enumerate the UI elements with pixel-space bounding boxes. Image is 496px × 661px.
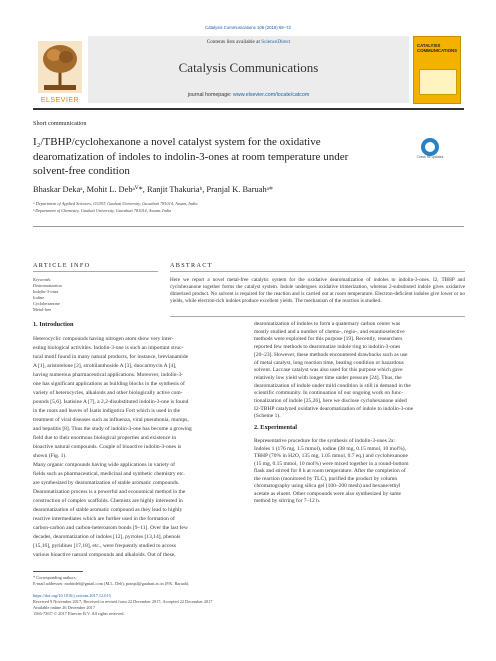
- body-text-line: variety of heterocycles, alkaloids and other biologically active com-: [33, 390, 183, 396]
- body-text-line: in the roots and leaves of Isatis indigotica Fort which is used in the: [33, 408, 181, 414]
- keyword[interactable]: Iodine: [33, 295, 44, 300]
- body-text-line: solvent. Laccase catalyst was also used for this purpose which gave: [254, 367, 403, 374]
- sciencedirect-link[interactable]: ScienceDirect: [261, 39, 291, 45]
- body-text-line: treatment of viral diseases such as influenza, viral pneumonia, mumps,: [33, 417, 189, 423]
- body-text-line: Heterocyclic compounds having nitrogen atom show very inter-: [33, 336, 174, 342]
- elsevier-tree-logo: [34, 37, 86, 105]
- keyword[interactable]: Dearomatization: [33, 283, 62, 288]
- body-text-line: having numerous pharmaceutical applications. Moreover, indolin-3-: [33, 372, 183, 378]
- abstract-heading: ABSTRACT: [170, 262, 213, 269]
- body-text-line: shown (Fig. 1).: [33, 453, 67, 459]
- body-text-line: A [1], aristotelone [2], strobilanthoside A [3], duocarmycin A [4],: [33, 363, 177, 369]
- journal-citation[interactable]: Catalysis Communications 106 (2018) 68–72: [205, 25, 291, 30]
- body-text-line: mostly studied and a number of chemo-, regio-, and enantioselective: [254, 328, 405, 335]
- footnote-divider: [33, 571, 83, 572]
- keywords-label: Keywords:: [33, 277, 52, 282]
- abstract-bottom-divider: [170, 316, 465, 317]
- body-text-line: Many organic compounds having wide applications in variety of: [33, 462, 175, 468]
- title-line: solvent-free condition: [33, 165, 130, 177]
- body-text-line: Dearomatization process is a powerful and economical method in the: [33, 489, 186, 495]
- body-text-line: esting biological activities. Indolin-3-one is such an important struc-: [33, 345, 184, 351]
- received-dates: Received 9 November 2017; Received in revised form 22 December 2017; Accepted 22 December 2017: [33, 599, 213, 604]
- email-note[interactable]: E-mail addresses: mohitdeb@gmail.com (M.L. Deb), pranjal@gauhati.ac.in (P.K. Baruah).: [33, 581, 190, 586]
- article-info-heading: ARTICLE INFO: [33, 262, 91, 269]
- body-text-line: bioactive natural compounds. Couple of bioactive indolin-3-ones is: [33, 444, 182, 450]
- body-text-line: various bioactive natural compounds and alkaloids. Out of these,: [33, 552, 176, 558]
- body-text-line: dearomatization of indole under mild condition is still in demand in the: [254, 382, 411, 389]
- online-date: Available online 26 December 2017: [33, 605, 95, 610]
- info-divider: [33, 271, 158, 272]
- journal-cover[interactable]: [413, 36, 461, 104]
- body-text-line: relatively low yield with longer time under pressure [24]. Thus, the: [254, 374, 402, 381]
- body-text-line: one has significant applications as building blocks in the synthesis of: [33, 381, 185, 387]
- homepage-link[interactable]: www.elsevier.com/locate/catcom: [233, 92, 310, 98]
- check-for-updates-icon[interactable]: [421, 138, 439, 156]
- doi-link[interactable]: [33, 593, 111, 598]
- author-list: Bhaskar Dekaᵃ, Mohit L. Debᵃⱽ*, Ranjit Thakuriaᵇ, Pranjal K. Baruahᵃ*: [33, 185, 274, 194]
- body-text-line: Representative procedure for the synthesis of indolin-3-ones 2a:: [254, 438, 395, 444]
- body-text-line: I2-TBHP catalyzed oxidative dearomatization of indole to indolin-3-one: [254, 405, 414, 412]
- body-text-line: reported few methods to dearomatize indole ring to indolin-3-ones: [254, 344, 401, 351]
- article-title: [33, 135, 408, 179]
- badge-inner: [425, 142, 435, 152]
- body-text-line: Indoles 1 (176 mg, 1.5 mmol), iodine (38 mg, 0.15 mmol, 10 mol%),: [254, 445, 407, 452]
- body-text-line: flask and stirred for 8 h at room temperature. After the completion of: [254, 468, 406, 474]
- body-text-line: reactive intermediates which are further used in the formation of: [33, 516, 175, 522]
- journal-title: Catalysis Communications: [178, 60, 319, 75]
- homepage-prefix: journal homepage:: [187, 92, 234, 98]
- title-line: dearomatization of indoles to indolin-3-ones at room temperature under: [33, 150, 349, 163]
- cover-image-block: [419, 69, 457, 95]
- doi-anchor[interactable]: https://doi.org/10.1016/j.catcom.2017.12.015: [33, 593, 111, 598]
- contents-prefix: Contents lists available at: [206, 39, 262, 45]
- journal-homepage: [88, 92, 409, 98]
- experimental-heading: 2. Experimental: [254, 424, 298, 431]
- body-text-line: carbon-carbon and carbon-heteroatom bonds [9–11]. Over the last few: [33, 525, 188, 531]
- abstract-divider: [170, 271, 465, 272]
- keyword[interactable]: Metal-free: [33, 307, 52, 312]
- body-text-line: [15,16], pyridines [17,18], etc., were frequently studied to access: [33, 543, 176, 549]
- title-line: I₂/TBHP/cyclohexanone a novel catalyst system for the oxidative: [33, 136, 321, 148]
- body-text-line: the reaction (monitored by TLC), purified the product by column: [254, 475, 398, 482]
- body-text-line: methods were exploited for this purpose [19]. Recently, researchers: [254, 336, 403, 343]
- body-text-line: chromatography using silica gel (100–200 mesh) and hexane/ethyl: [254, 483, 401, 489]
- body-text-line: and hepatitis [8]. Thus the study of indolin-3-one has become a growing: [33, 426, 192, 432]
- left-column: [33, 336, 243, 556]
- author-divider: [33, 226, 464, 227]
- introduction-heading: 1. Introduction: [33, 321, 74, 328]
- body-text-line: scientific community. In continuation of our ongoing work on func-: [254, 390, 404, 397]
- body-text-line: tionalization of indole [25,26], here we disclose cyclohexanone aided: [254, 398, 407, 404]
- body-text-line: decades, dearomatization of indoles [12], pyrroles [13,14], phenols: [33, 534, 181, 540]
- body-text-line: (Scheme 1).: [254, 413, 281, 420]
- article-type: Short communication: [33, 120, 87, 127]
- keyword[interactable]: Cyclohexanone: [33, 301, 60, 306]
- check-for-updates-label: Check for updates: [416, 155, 444, 159]
- cover-title: CATALYSIS COMMUNICATIONS: [417, 43, 458, 53]
- right-column-experimental: [254, 438, 466, 508]
- abstract-text: Here we report a novel metal-free catalytic system for the oxidative dearomatization of indoles to indolin-3-ones. I2, TBHP and cyclohexanone together forms the catalyst system. Indole undergoes oxidative trimerization, whereas 2-substituted indole gives oxidative dimerized product. No solvent is required for the reaction and is carried out at room temperature. Electron-deficient indoles give lower or no yields, while electron-rich indoles produce excellent yields. The mechanism of the reaction is studied.: [170, 277, 465, 305]
- body-text-line: [20–23]. However, these methods encountered drawbacks such as use: [254, 351, 408, 358]
- body-text-line: pounds [5,6]. Isatisine A [7], a 2,2-disubstituted indolin-3-one is found: [33, 399, 189, 405]
- affiliation: ᵃ Department of Applied Sciences, GUIST, Gauhati University, Guwahati 781014, Assam, India: [33, 201, 198, 206]
- body-text-line: acetate as eluent. Other compounds were also synthesized by same: [254, 490, 401, 497]
- body-text-line: dearomatization of indoles to form a quaternary carbon center was: [254, 321, 401, 327]
- copyright: 1566-7367/ © 2017 Elsevier B.V. All rights reserved.: [33, 611, 125, 616]
- body-text-line: TBHP (70% in H2O, 135 mg, 1.05 mmol, 0.7 eq.) and cyclohexanone: [254, 453, 408, 459]
- body-text-line: tural motif found in many natural products, for instance, brevianamide: [33, 354, 189, 360]
- header-divider: [33, 108, 464, 110]
- corresponding-note: * Corresponding authors.: [33, 575, 77, 580]
- keyword[interactable]: Indolin-3-ones: [33, 289, 59, 294]
- body-text-line: fields such as pharmaceutical, medicinal and synthetic chemistry etc.: [33, 471, 185, 477]
- body-text-line: are synthesized by dearomatization of stable aromatic compounds.: [33, 480, 180, 486]
- contents-line: [88, 39, 409, 45]
- body-text-line: of metal catalyst, long reaction time, heating condition or hazardous: [254, 359, 404, 366]
- body-text-line: field due to their enormous biological properties and existence in: [33, 435, 177, 441]
- affiliation: ᵇ Department of Chemistry, Gauhati University, Guwahati 781014, Assam, India: [33, 208, 172, 213]
- body-text-line: dearomatization of stable aromatic compound as they lead to highly: [33, 507, 183, 513]
- publisher-name: ELSEVIER: [40, 97, 80, 104]
- body-text-line: (15 mg, 0.15 mmol, 10 mol%) were mixed together in a round-bottom: [254, 460, 409, 467]
- body-text-line: construction of complex scaffolds. Chemists are highly interested in: [33, 498, 183, 504]
- right-column: [254, 321, 466, 431]
- body-text-line: method by stirring for 7–12 h.: [254, 498, 321, 504]
